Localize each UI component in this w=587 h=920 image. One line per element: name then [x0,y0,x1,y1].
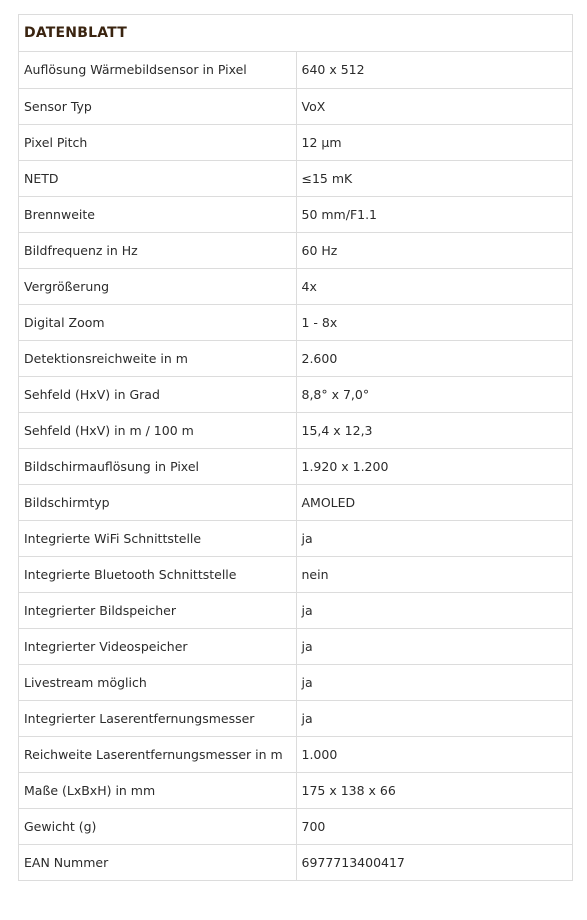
spec-label: Gewicht (g) [19,808,296,844]
spec-value: 1 - 8x [296,304,572,340]
spec-table [19,52,572,880]
spec-label: Integrierter Bildspeicher [19,592,296,628]
spec-label: Integrierte WiFi Schnittstelle [19,520,296,556]
spec-value: 1.000 [296,736,572,772]
table-row [19,232,572,268]
table-row [19,376,572,412]
table-row [19,124,572,160]
spec-label: Reichweite Laserentfernungsmesser in m [19,736,296,772]
spec-value: 4x [296,268,572,304]
spec-label: Sehfeld (HxV) in Grad [19,376,296,412]
spec-label: Integrierte Bluetooth Schnittstelle [19,556,296,592]
spec-table-body [19,52,572,880]
spec-label: Vergrößerung [19,268,296,304]
spec-label: Sensor Typ [19,88,296,124]
spec-label: Auflösung Wärmebildsensor in Pixel [19,52,296,88]
table-row [19,556,572,592]
spec-value: ja [296,700,572,736]
spec-value: 6977713400417 [301,854,405,870]
table-row [19,88,572,124]
spec-label: Brennweite [19,196,296,232]
table-row [19,808,572,844]
spec-value: 700 [296,808,572,844]
spec-label: Pixel Pitch [19,124,296,160]
table-row [19,592,572,628]
spec-label: Bildschirmauflösung in Pixel [19,448,296,484]
spec-value: 640 x 512 [296,52,572,88]
table-row [19,520,572,556]
spec-value: ja [296,520,572,556]
datasheet-title: DATENBLATT [19,15,572,52]
table-row [19,844,572,880]
table-row [19,664,572,700]
table-row [19,196,572,232]
table-row [19,700,572,736]
spec-value: ja [296,592,572,628]
table-row [19,628,572,664]
spec-value: 8,8° x 7,0° [296,376,572,412]
spec-label: Integrierter Videospeicher [19,628,296,664]
spec-label: Integrierter Laserentfernungsmesser [19,700,296,736]
spec-label: Livestream möglich [19,664,296,700]
spec-value: VoX [296,88,572,124]
table-row [19,412,572,448]
spec-value: AMOLED [296,484,572,520]
spec-value: 2.600 [296,340,572,376]
spec-label: NETD [19,160,296,196]
spec-value: 175 x 138 x 66 [296,772,572,808]
spec-value: ja [296,664,572,700]
table-row [19,484,572,520]
spec-label: Digital Zoom [19,304,296,340]
spec-label: Maße (LxBxH) in mm [19,772,296,808]
spec-value: 15,4 x 12,3 [296,412,572,448]
spec-value: 1.920 x 1.200 [296,448,572,484]
spec-label: EAN Nummer [19,844,296,880]
table-row [19,52,572,88]
table-row [19,772,572,808]
table-row [19,448,572,484]
spec-value: ≤15 mK [296,160,572,196]
spec-value: 12 µm [296,124,572,160]
datasheet [18,14,573,881]
table-row [19,340,572,376]
spec-label: Sehfeld (HxV) in m / 100 m [19,412,296,448]
spec-value: 50 mm/F1.1 [296,196,572,232]
table-row [19,160,572,196]
spec-value: nein [296,556,572,592]
spec-label: Bildfrequenz in Hz [19,232,296,268]
spec-label: Detektionsreichweite in m [19,340,296,376]
table-row [19,304,572,340]
spec-label: Bildschirmtyp [19,484,296,520]
table-row [19,268,572,304]
spec-value: ja [296,628,572,664]
table-row [19,736,572,772]
spec-value: 60 Hz [296,232,572,268]
